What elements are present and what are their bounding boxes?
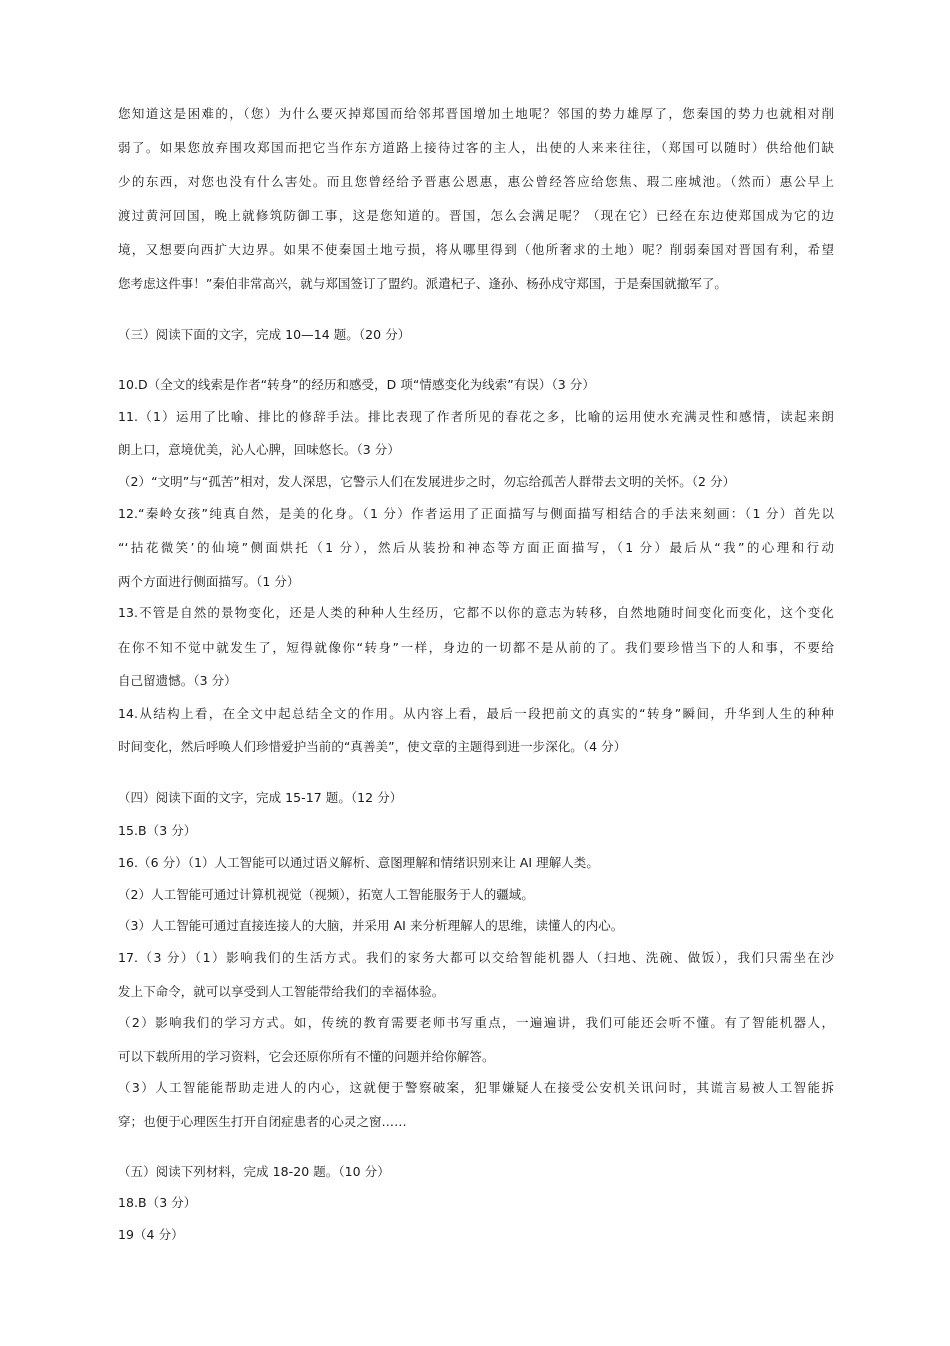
answer-line: （3）人工智能可通过直接连接人的大脑，并采用 AI 来分析理解人的思维，读懂人的内心。: [118, 918, 624, 933]
answer-line: （3）人工智能能帮助走进人的内心，这就便于警察破案，犯罪嫌疑人在接受公安机关讯问时，其谎言易被人工智能拆: [118, 1080, 834, 1095]
answer-line: 时间变化，然后呼唤人们珍惜爱护当前的“真善美”，使文章的主题得到进一步深化。（4 分）: [118, 739, 627, 754]
answer-line: 可以下载所用的学习资料，它会还原你所有不懂的问题并给你解答。: [118, 1049, 495, 1064]
text-line: 渡过黄河回国，晚上就修筑防御工事，这是您知道的。晋国，怎么会满足呢？（现在它）已经在东边使郑国成为它的边: [118, 208, 834, 223]
text-line: 弱了。如果您放弃围攻郑国而把它当作东方道路上接待过客的主人，出使的人来来往往，（郑国可以随时）供给他们缺: [118, 140, 834, 155]
text-line: 您考虑这件事！”秦伯非常高兴，就与郑国签订了盟约。派遣杞子、逢孙、杨孙戍守郑国，于是秦国就撤军了。: [118, 276, 727, 291]
answer-line: 18.B（3 分）: [118, 1195, 197, 1210]
answer-line: （2）人工智能可通过计算机视觉（视频），拓宽人工智能服务于人的疆域。: [118, 887, 534, 902]
answer-line: 19（4 分）: [118, 1227, 184, 1242]
answer-line: 11.（1）运用了比喻、排比的修辞手法。排比表现了作者所见的春花之多，比喻的运用使水充满灵性和感情，读起来朗: [118, 409, 834, 424]
answer-line: 17.（3 分）（1）影响我们的生活方式。我们的家务大都可以交给智能机器人（扫地、洗碗、做饭），我们只需坐在沙: [118, 950, 834, 965]
answer-line: 16.（6 分）（1）人工智能可以通过语义解析、意图理解和情绪识别来让 AI 理解人类。: [118, 855, 599, 870]
section-heading: （三）阅读下面的文字，完成 10—14 题。（20 分）: [118, 327, 411, 342]
section-heading: （四）阅读下面的文字，完成 15-17 题。（12 分）: [118, 790, 403, 805]
text-line: 您知道这是困难的，（您）为什么要灭掉郑国而给邻邦晋国增加土地呢？邻国的势力雄厚了，您秦国的势力也就相对削: [118, 106, 834, 121]
text-line: 少的东西，对您也没有什么害处。而且您曾经给予晋惠公恩惠，惠公曾经答应给您焦、瑕二座城池。（然而）惠公早上: [118, 174, 834, 189]
answer-line: 自己留遗憾。（3 分）: [118, 673, 237, 688]
answer-line: （2）“文明”与“孤苦”相对，发人深思，它警示人们在发展进步之时，勿忘给孤苦人群带去文明的关怀。（2 分）: [118, 474, 736, 489]
answer-line: 12.“秦岭女孩”纯真自然，是美的化身。（1 分）作者运用了正面描写与侧面描写相结合的手法来刻画：（1 分）首先以: [118, 506, 834, 521]
answer-line: 两个方面进行侧面描写。（1 分）: [118, 574, 300, 589]
text-line: 境，又想要向西扩大边界。如果不使秦国土地亏损，将从哪里得到（他所奢求的土地）呢？削弱秦国对晋国有利，希望: [118, 242, 834, 257]
answer-line: 穿；也便于心理医生打开自闭症患者的心灵之窗……: [118, 1114, 407, 1129]
section-heading: （五）阅读下列材料，完成 18-20 题。（10 分）: [118, 1164, 390, 1179]
answer-line: 15.B（3 分）: [118, 823, 197, 838]
answer-line: “‘拈花微笑’的仙境”侧面烘托（1 分），然后从装扮和神态等方面正面描写，（1 分）最后从“我”的心理和行动: [118, 540, 834, 555]
answer-line: 14.从结构上看，在全文中起总结全文的作用。从内容上看，最后一段把前文的真实的“转身”瞬间，升华到人生的种种: [118, 706, 834, 721]
answer-line: 10.D（全文的线索是作者“转身”的经历和感受，D 项“情感变化为线索”有误）（3 分）: [118, 377, 595, 392]
answer-line: 朗上口，意境优美，沁人心脾，回味悠长。（3 分）: [118, 442, 400, 457]
answer-line: （2）影响我们的学习方式。如，传统的教育需要老师书写重点，一遍遍讲，我们可能还会听不懂。有了智能机器人，: [118, 1015, 834, 1030]
answer-line: 在你不知不觉中就发生了，短得就像你“转身”一样，身边的一切都不是从前的了。我们要珍惜当下的人和事，不要给: [118, 640, 834, 655]
answer-line: 13.不管是自然的景物变化，还是人类的种种人生经历，它都不以你的意志为转移，自然地随时间变化而变化，这个变化: [118, 605, 834, 620]
answer-line: 发上下命令，就可以享受到人工智能带给我们的幸福体验。: [118, 984, 445, 999]
